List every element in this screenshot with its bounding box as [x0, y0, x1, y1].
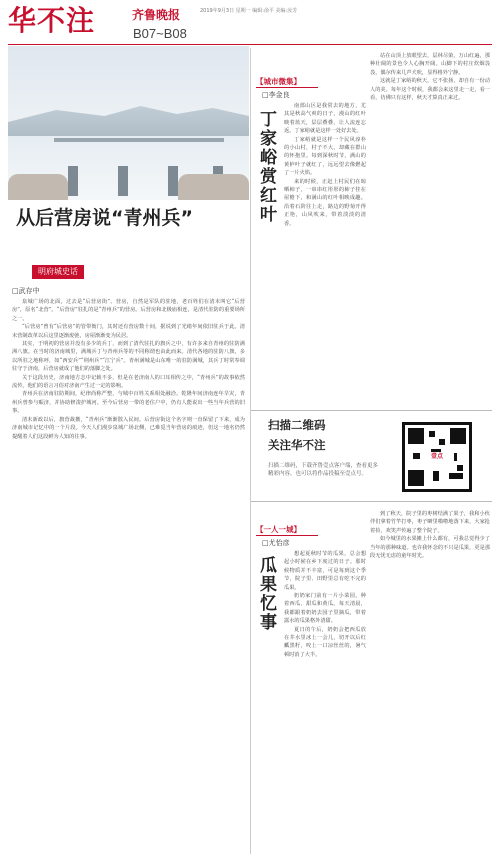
- paragraph: 南部山区是我常去的地方，尤其是秋高气爽的日子，漫山的红叶映着蓝天，层层叠叠，让人流连忘返。丁家峪就是这样一处好去处。: [284, 103, 366, 135]
- paragraph: 站在山顶上放眼望去，层林尽染，万山红遍，那种壮阔的景色令人心胸开阔。山脚下的村庄炊烟袅袅，偶尔传来几声犬吠，显得格外宁静。: [370, 53, 490, 76]
- paragraph: 泉城广场的北面，过去是“后营房街”。营房，自然是军队的驻地，老百姓们在清末叫它“后营房”，原名“北营”。“后营房”驻扎的是“青州兵”的营房。后营房和北极庙相连，是清代驻防的重要场所之一。: [12, 299, 245, 322]
- paragraph: 这就是丁家峪的秋天，它不张扬，却自有一份动人的美。每年这个时候，我都会来这里走一走，看一看，仿佛只有这样，秋天才算真正来过。: [370, 78, 490, 102]
- publication-name: 齐鲁晚报: [132, 8, 181, 22]
- vertical-title: 瓜果忆事: [256, 556, 276, 632]
- paragraph: 清末新政以后，旗营裁撤，“青州兵”渐渐散入民间。后营房街这个名字则一直保留了下来，成为济南城市记忆中的一个片段。今天人们漫步泉城广场北侧，已难觅当年营房的痕迹，但这一地名仍然提醒着人们这段鲜为人知的往事。: [12, 416, 245, 440]
- shrubs: [178, 174, 249, 200]
- paragraph: 夏日的午后，奶奶会把西瓜放在井水里冰上一会儿，切开以后红瓤黑籽，咬上一口凉丝丝的，暑气顿时消了大半。: [284, 626, 366, 658]
- section-rule: [256, 87, 318, 88]
- paragraph: 其实，于明初的营房并没有多少的兵丁，而到了清代驻扎的旗兵之中，有许多来自青州的驻防满洲八旗。在当时的济南城里，满城兵丁与青州兵等的不同称谓也由此而来。清代各地的驻防八旗，多以所驻之地称呼，如“西安兵”“荆州兵”“江宁兵”。青州满城是山东唯一的驻防满城，其兵丁时常奉调驻守于济南，后营房就成了他们的落脚之处。: [12, 341, 245, 373]
- paragraph: 来的时候，正赶上村民们在晾晒柿子，一串串红彤彤的柿子挂在屋檐下，和满山的红叶相映成趣。沿着石阶往上走，路边的野菊开得正艳，山风吹来，带着淡淡的清香。: [284, 178, 366, 227]
- paragraph: 想起夏秋时节的瓜果，总会想起小时候在乡下度过的日子。那时候物质并不丰富，可是每到这个季节，院子里、田野里总有吃不完的瓜果。: [284, 551, 366, 591]
- column-tag: 明府城史话: [32, 265, 84, 279]
- qr-subheadline: 关注华不注: [268, 438, 326, 452]
- author: □李金良: [262, 91, 290, 99]
- bridge-pillar: [118, 166, 128, 196]
- lake-photo: [8, 46, 249, 200]
- paragraph: 关于这段历史，济南地方志中记载不多，但是在老济南人的口耳相传之中，“青州兵”的故事依然流传，他们的语言习俗对济南产生过一定的影响。: [12, 374, 245, 390]
- paragraph: 如今城里的水果摊上什么都有，可我总觉得少了当年的那种味道。也许我怀念的不只是瓜果，更是那段无忧无虑的童年时光。: [370, 536, 490, 560]
- section-title: 华不注: [8, 4, 96, 37]
- paragraph: 奶奶家门前有一片小菜园，种着西瓜、甜瓜和黄瓜。每天清晨，我都跟着奶奶去园子里摘瓜，带着露水的瓜果格外清甜。: [284, 593, 366, 625]
- byline: □武存中: [12, 287, 40, 295]
- masthead: [8, 4, 492, 44]
- article-body: [12, 298, 245, 853]
- qr-headline: 扫描二维码: [268, 418, 326, 432]
- paragraph: 青州兵在济南驻防期间，纪律尚称严整，与城中百姓关系相处融洽。乾隆年间济南连年旱灾，青州兵曾参与赈济，并协助修浚护城河。至今后营房一带的老住户中，仍有人能说出一些当年兵营的旧事。: [12, 391, 245, 415]
- vertical-title: 丁家峪赏红叶: [256, 110, 276, 224]
- section-label: 【城市微集】: [256, 77, 301, 86]
- qr-note: 扫描二维码，下载齐鲁壹点客户端，查看更多精彩内容，也可以将作品投稿至壹点号。: [268, 463, 379, 477]
- publication-meta: 2019年9月3日 星期一 编辑:俞平 美编:汝芳: [200, 8, 298, 14]
- article-body: [284, 102, 366, 407]
- paragraph: “后营房”曾有“后营房”的管带衙门，其时还有营房数十间，据说到了光绪年间依旧驻兵于此。清末营制改革以后这里逐渐废弛，房屋渐渐变为民居。: [12, 324, 245, 339]
- bridge-pillar: [168, 166, 178, 196]
- header-rule: [8, 44, 492, 45]
- section-rule: [256, 535, 318, 536]
- article-body: [370, 52, 490, 407]
- distant-hills: [8, 98, 249, 138]
- section-label: 【一人一城】: [256, 525, 301, 534]
- stone-bridge: [54, 138, 224, 166]
- bridge-pillar: [68, 166, 78, 196]
- page-numbers: B07~B08: [133, 26, 187, 41]
- article-headline: 从后营房说“青州兵”: [16, 207, 193, 229]
- paragraph: 到了秋天，院子里的枣树结满了果子，我和小伙伴们拿着竹竿打枣，枣子噼里啪啦地落下来，大家抢着捡，欢笑声传遍了整个院子。: [370, 511, 490, 534]
- shrubs: [8, 174, 68, 200]
- article-body: [370, 510, 490, 850]
- author: □尤怡彦: [262, 539, 290, 547]
- paragraph: 丁家峪就是这样一个民风淳朴的小山村，村子不大，却藏在群山的怀抱里。每到深秋时节，满山的黄栌叶子就红了，远远望去像燃起了一片火焰。: [284, 136, 366, 177]
- qr-logo-label: 壹点: [420, 452, 454, 462]
- article-body: [284, 550, 366, 850]
